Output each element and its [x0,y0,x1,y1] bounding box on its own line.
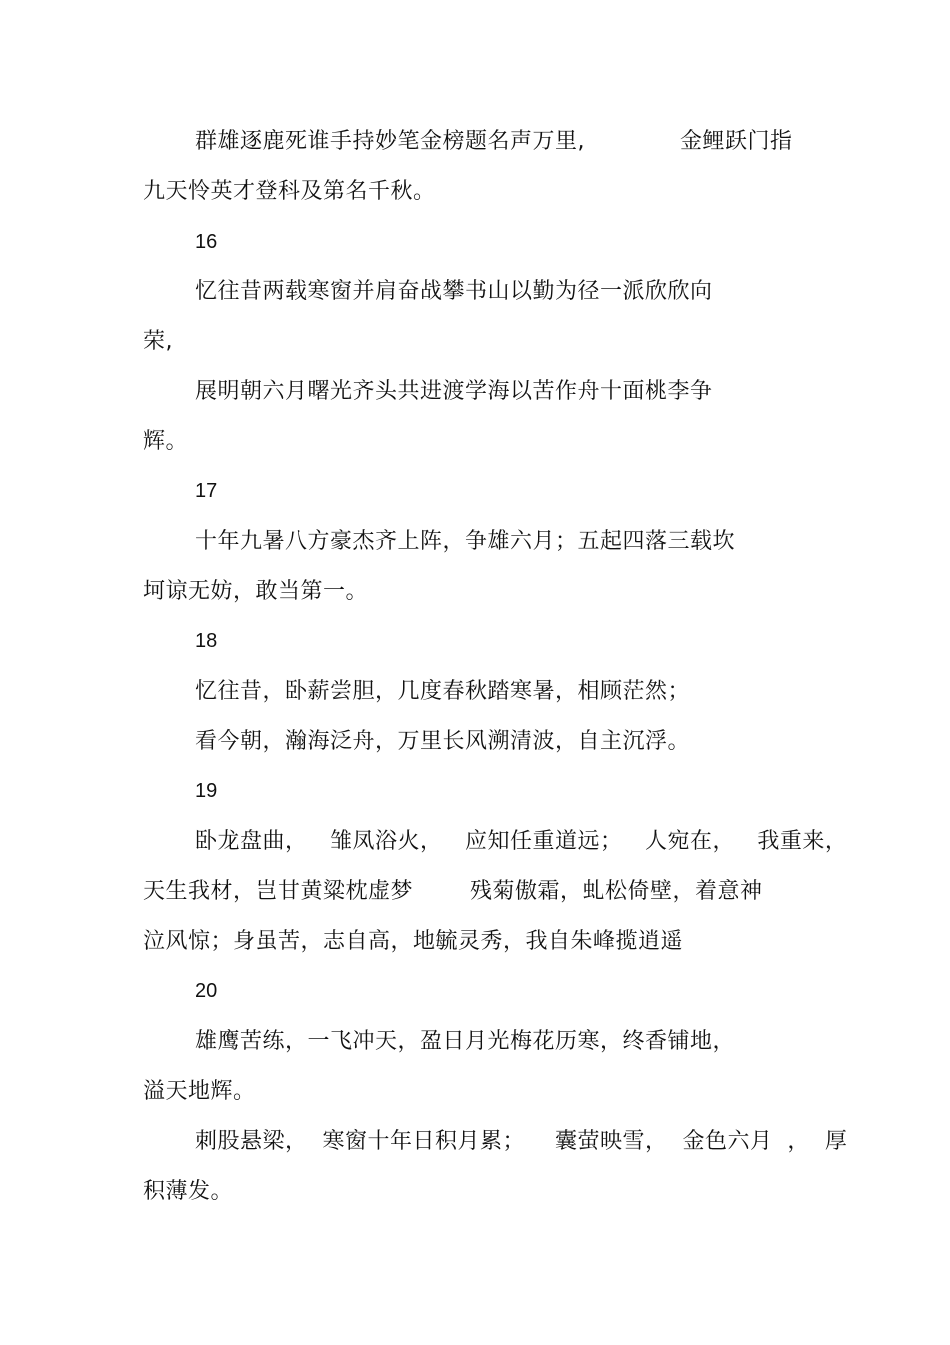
text-line: 积薄发。 [143,1179,234,1204]
text-line: 十年九暑八方豪杰齐上阵，争雄六月；五起四落三载坎 [195,529,736,554]
text-line: 忆往昔两载寒窗并肩奋战攀书山以勤为径一派欣欣向 [195,279,713,304]
section-number: 17 [195,480,218,502]
text-line: 溢天地辉。 [143,1079,256,1104]
text-line: 雄鹰苦练，一飞冲天，盈日月光梅花历寒，终香铺地， [195,1029,736,1054]
section-number: 16 [195,231,218,253]
text-line: 九天怜英才登科及第名千秋。 [143,179,436,204]
text-line: 忆往昔，卧薪尝胆，几度春秋踏寒暑，相顾茫然； [195,679,691,704]
text-line: 展明朝六月曙光齐头共进渡学海以苦作舟十面桃李争 [195,379,713,404]
section-number: 20 [195,980,218,1002]
text-line: 刺股悬梁， 寒窗十年日积月累； 囊萤映雪， 金色六月 ， 厚 [195,1129,848,1154]
text-line: 辉。 [143,429,189,454]
text-line: 群雄逐鹿死谁手持妙笔金榜题名声万里, [195,129,585,154]
text-line: 卧龙盘曲， 雏凤浴火， 应知任重道远； 人宛在， 我重来， [195,829,848,854]
text-line: 泣风惊；身虽苦，志自高，地毓灵秀，我自朱峰揽逍遥 [143,929,684,954]
text-line: 荣, [143,329,173,354]
text-line: 残菊傲霜，虬松倚壁，着意神 [470,879,763,904]
section-number: 19 [195,780,218,802]
text-line: 金鲤跃门指 [680,129,793,154]
section-number: 18 [195,630,218,652]
text-line: 看今朝，瀚海泛舟，万里长风溯清波，自主沉浮。 [195,729,691,754]
text-line: 天生我材，岂甘黄粱枕虚梦 [143,879,414,904]
text-line: 坷谅无妨，敢当第一。 [143,579,369,604]
